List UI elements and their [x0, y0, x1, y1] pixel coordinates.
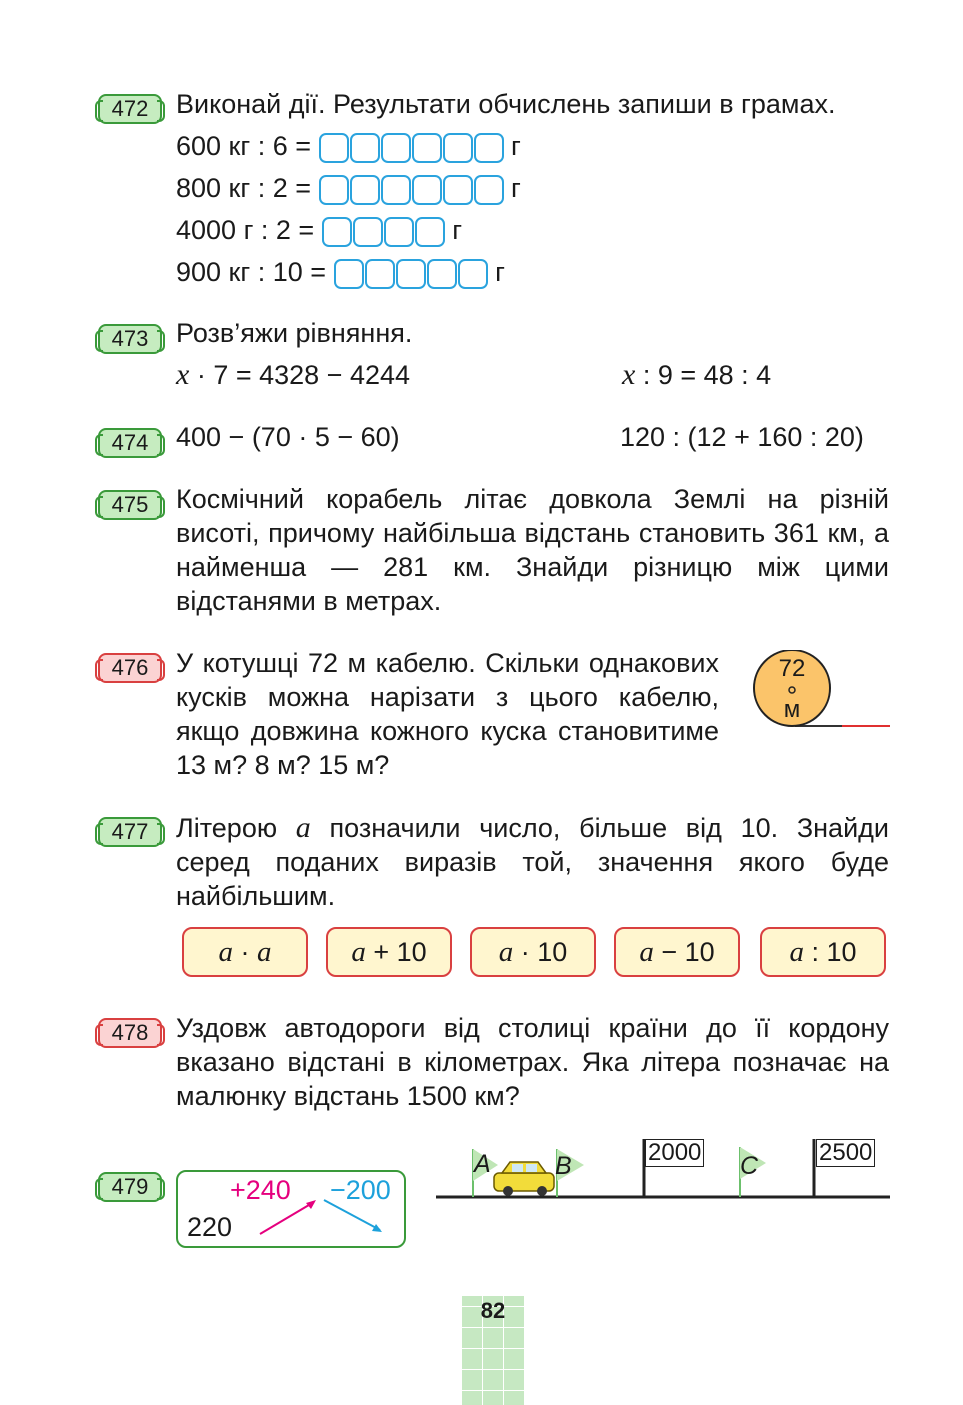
answer-digit-box[interactable] [322, 217, 352, 247]
task-number-474: 474 [98, 428, 162, 458]
answer-digit-box[interactable] [458, 259, 488, 289]
answer-digit-box[interactable] [474, 175, 504, 205]
conversion-expression: 900 кг : 10 = [176, 257, 327, 287]
equation-2-rest: : 9 = 48 : 4 [635, 360, 772, 390]
answer-digit-box[interactable] [412, 175, 442, 205]
coil-label-unit: м [783, 696, 801, 723]
answer-digit-box[interactable] [384, 217, 414, 247]
expression-chip-3[interactable] [470, 927, 596, 977]
conversion-row [176, 129, 521, 163]
unit-label: г [511, 173, 521, 203]
chip-var: a [498, 936, 514, 968]
task-number-477: 477 [98, 817, 162, 847]
page-number: 82 [480, 1298, 506, 1323]
variable-x: x [622, 358, 636, 391]
task-473-instruction: Розв’яжи рівняння. [176, 318, 413, 348]
expression-chip-1[interactable] [182, 927, 308, 977]
answer-digit-box[interactable] [319, 133, 349, 163]
expression-chip-4[interactable] [614, 927, 740, 977]
distance-marker-2500: 2500 [816, 1139, 875, 1167]
chip-op: + 10 [365, 937, 427, 967]
expression-chip-5[interactable] [760, 927, 886, 977]
answer-digit-box[interactable] [365, 259, 395, 289]
answer-boxes[interactable] [319, 133, 504, 163]
chip-var: a [218, 936, 233, 968]
answer-digit-box[interactable] [381, 133, 411, 163]
chain-minus-step: −200 [330, 1175, 391, 1205]
answer-digit-box[interactable] [396, 259, 426, 289]
chip-var: a [789, 936, 804, 968]
answer-boxes[interactable] [334, 259, 488, 289]
chip-op: : 10 [803, 937, 857, 967]
answer-boxes[interactable] [322, 217, 445, 247]
conversion-row [176, 255, 505, 289]
flag-label-b: B [555, 1152, 572, 1180]
conversion-expression: 800 кг : 2 = [176, 173, 311, 203]
equation-1-rest: · 7 = 4328 − 4244 [189, 360, 411, 390]
task-number-473: 473 [98, 324, 162, 354]
coil-label-number: 72 [778, 655, 806, 682]
chain-plus-step: +240 [230, 1175, 291, 1205]
conversion-expression: 600 кг : 6 = [176, 131, 311, 161]
chip-op: − 10 [653, 937, 715, 967]
expression-chip-2[interactable] [326, 927, 452, 977]
conversion-row [176, 213, 462, 247]
answer-digit-box[interactable] [474, 133, 504, 163]
answer-digit-box[interactable] [334, 259, 364, 289]
task-number-476: 476 [98, 653, 162, 683]
answer-digit-box[interactable] [350, 133, 380, 163]
answer-digit-box[interactable] [319, 175, 349, 205]
answer-digit-box[interactable] [443, 175, 473, 205]
chip-op: · [233, 937, 257, 967]
task-476-text: У котушці 72 м кабелю. Скільки однакових кусків можна нарізати з цього кабелю, якщо довжина кожного куска становитиме 13 м? 8 м? 15 м? [176, 648, 719, 780]
expression-2: 120 : (12 + 160 : 20) [620, 422, 864, 452]
answer-digit-box[interactable] [381, 175, 411, 205]
expression-1: 400 − (70 · 5 − 60) [176, 422, 400, 452]
unit-label: г [511, 131, 521, 161]
answer-digit-box[interactable] [415, 217, 445, 247]
task-478-text: Уздовж автодороги від столиці країни до її кордону вказано відстані в кілометрах. Яка літера позначає на малюнку відстань 1500 км? [176, 1013, 889, 1111]
distance-marker-2000: 2000 [645, 1139, 704, 1167]
equation-2 [622, 358, 771, 392]
conversion-expression: 4000 г : 2 = [176, 215, 315, 245]
task-number-475: 475 [98, 490, 162, 520]
task-number-472: 472 [98, 94, 162, 124]
flag-label-c: C [740, 1152, 759, 1180]
task-477-text-start: Літерою [176, 813, 296, 843]
answer-digit-box[interactable] [412, 133, 442, 163]
task-477-text-end: позначили число, більше від 10. Знайди серед поданих виразів той, значення якого буде найбільшим. [176, 813, 889, 911]
chip-var: a [257, 936, 272, 968]
answer-digit-box[interactable] [350, 175, 380, 205]
equation-1 [176, 358, 410, 392]
answer-digit-box[interactable] [443, 133, 473, 163]
chain-start-value: 220 [187, 1212, 233, 1242]
unit-label: г [495, 257, 505, 287]
flag-label-a: A [474, 1150, 491, 1178]
task-number-479: 479 [98, 1172, 162, 1202]
answer-digit-box[interactable] [427, 259, 457, 289]
task-475-text: Космічний корабель літає довкола Землі на різній висоті, причому найбільша відстань становить 361 км, а найменша — 281 км. Знайди різницю між цими відстанями в метрах. [176, 484, 889, 616]
task-number-478: 478 [98, 1018, 162, 1048]
conversion-row [176, 171, 521, 205]
chip-var: a [351, 936, 366, 968]
variable-a: a [295, 811, 311, 844]
task-472-instruction: Виконай дії. Результати обчислень запиши в грамах. [176, 89, 836, 119]
variable-x: x [176, 358, 190, 391]
unit-label: г [452, 215, 463, 245]
answer-boxes[interactable] [319, 175, 504, 205]
chip-var: a [639, 936, 654, 968]
answer-digit-box[interactable] [353, 217, 383, 247]
task-477-text [176, 811, 889, 913]
chip-op: · 10 [513, 937, 568, 967]
